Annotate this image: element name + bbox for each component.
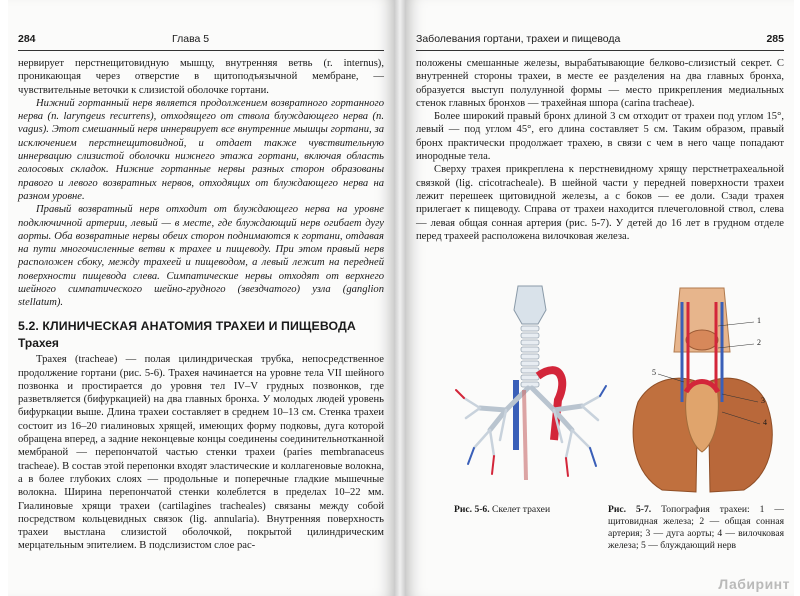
watermark-logo: Лабиринт — [718, 576, 790, 592]
figure-trachea-topography — [618, 282, 788, 502]
fig7-label-2: 2 — [757, 338, 761, 347]
left-paragraph-1: нервирует перстнещитовидную мышцу, внутренняя ветвь (r. internus), проникающая через отверстие в щитоподъязычной мембране, — чувствительные веточки к слизистой оболочке гортани. — [18, 58, 384, 96]
left-page-number: 284 — [18, 33, 36, 45]
left-chapter-title: Глава 5 — [172, 33, 210, 45]
figure-5-6-label: Рис. 5-6. — [454, 504, 490, 515]
book-gutter — [394, 0, 406, 596]
right-paragraph-3: Сверху трахея прикреплена к перстневидному хрящу перстнетрахеальной связкой (lig. cricotracheale). В шейной части у передней поверхности трахеи лежит перешеек щитовидной железы, а с боков — ее доли. Сзади трахея прилегает к пищеводу. Справа от трахеи находится плечеголовной ствол, слева — левая общая сонная артерия (рис. 5-7). У детей до 16 лет в грудном отделе перед трахеей расположена вилочковая железа. — [416, 164, 784, 242]
right-running-title: Заболевания гортани, трахеи и пищевода — [416, 33, 621, 45]
right-page — [406, 0, 794, 596]
left-body-text — [18, 57, 384, 553]
fig7-label-3: 3 — [761, 396, 765, 405]
left-running-head — [18, 33, 384, 49]
left-page — [8, 0, 394, 596]
figure-5-6-text: Скелет трахеи — [492, 504, 551, 515]
left-paragraph-3: Правый возвратный нерв отходит от блуждающего нерва на уровне подключичной артерии, левый — в месте, где блуждающий нерв огибает дугу аорты. Оба возвратные нервы обеих сторон поднимаются к гортани, отдавая на пути многочисленные ветви к трахее и пищеводу. При этом правый нерв расположен сбоку, между трахеей и пищеводом, а левый лежит на передней поверхности пищевода слева. Симпатические нервы отходят от верхнего шейного симпатического шейно-грудного (звездчатого) узла (ganglion stellatum). — [18, 204, 384, 309]
left-paragraph-2: Нижний гортанный нерв является продолжением возвратного гортанного нерва (n. laryngeus recurrens), отходящего от ствола блуждающего нерва (n. vagus). Этот смешанный нерв иннервирует все внутренние мышцы гортани, за исключением перстнещитовидной, и отдает также чувствительную иннервацию слизистой оболочки нижнего этажа гортани, включая область голосовых складок. Нижние гортанные нервы разных сторон образованы правого и левого возвратных нервов, отходящих от блуждающего нерва на разном уровне. — [18, 97, 384, 202]
figure-5-7-text: Топография трахеи: 1 — щитовидная железа; 2 — общая сонная артерия; 3 — дуга аорты; 4 — вилочковая железа; 5 — блуждающий нерв — [608, 504, 784, 551]
right-header-rule — [416, 50, 784, 51]
fig7-label-5: 5 — [652, 368, 656, 377]
fig7-label-4: 4 — [763, 418, 767, 427]
figure-5-6-caption — [454, 504, 550, 516]
right-body-text — [416, 57, 784, 243]
right-paragraph-2: Более широкий правый бронх длиной 3 см отходит от трахеи под углом 15°, левый — под углом 45°, его длина составляет 5 см. Таким образом, правый бронх практически продолжает трахею, в связи с чем в него чаще попадают инородные тела. — [416, 111, 784, 163]
subsection-heading: Трахея — [18, 335, 59, 350]
figure-5-7-label: Рис. 5-7. — [608, 504, 652, 515]
left-header-rule — [18, 50, 384, 51]
right-page-number: 285 — [766, 33, 784, 45]
fig7-label-1: 1 — [757, 316, 761, 325]
figure-5-7-caption — [608, 504, 784, 552]
right-running-head — [416, 33, 784, 49]
figure-trachea-skeleton — [450, 280, 610, 500]
section-heading: 5.2. КЛИНИЧЕСКАЯ АНАТОМИЯ ТРАХЕИ И ПИЩЕВОДА — [18, 318, 356, 333]
left-paragraph-4: Трахея (tracheae) — полая цилиндрическая трубка, непосредственное продолжение гортани (рис. 5-6). Трахея начинается на уровне тела VII шейного позвонка и простирается до уровня тел IV–V грудных позвонков, где разветвляется (бифуркацией) на два главных бронха. У молодых людей уровень бифуркации выше. Длина трахеи составляет в среднем 10–13 см. Стенка трахеи состоит из 16–20 гиалиновых хрящей, имеющих форму подковы, дуга которой обращена вперед, а задние неконцевые концы соединены соединительнотканной мембраной — перепончатой частью стенки трахеи (paries membranaceus tracheae). В состав этой перепонки входят эластические и коллагеновые волокна, а в более глубоких слоях — продольные и поперечные гладкие мышечные волокна. Ширина перепончатой стенки колеблется в пределах 10–22 мм. Гиалиновые хрящи трахеи (cartilagines tracheales) связаны между собой посредством кольцевидных связок (lig. annularia). Внутренняя поверхность трахеи выстлана слизистой оболочкой, покрытой цилиндрическим мерцательным эпителием. В подслизистом слое рас- — [18, 354, 384, 552]
right-paragraph-1: положены смешанные железы, вырабатывающие белково-слизистый секрет. С внутренней стороны трахеи, в месте ее разделения на два главных бронха, образуется выступ полулунной формы — место прикрепления медиальных стенок главных бронхов — трахейная шпора (carina tracheae). — [416, 58, 784, 109]
